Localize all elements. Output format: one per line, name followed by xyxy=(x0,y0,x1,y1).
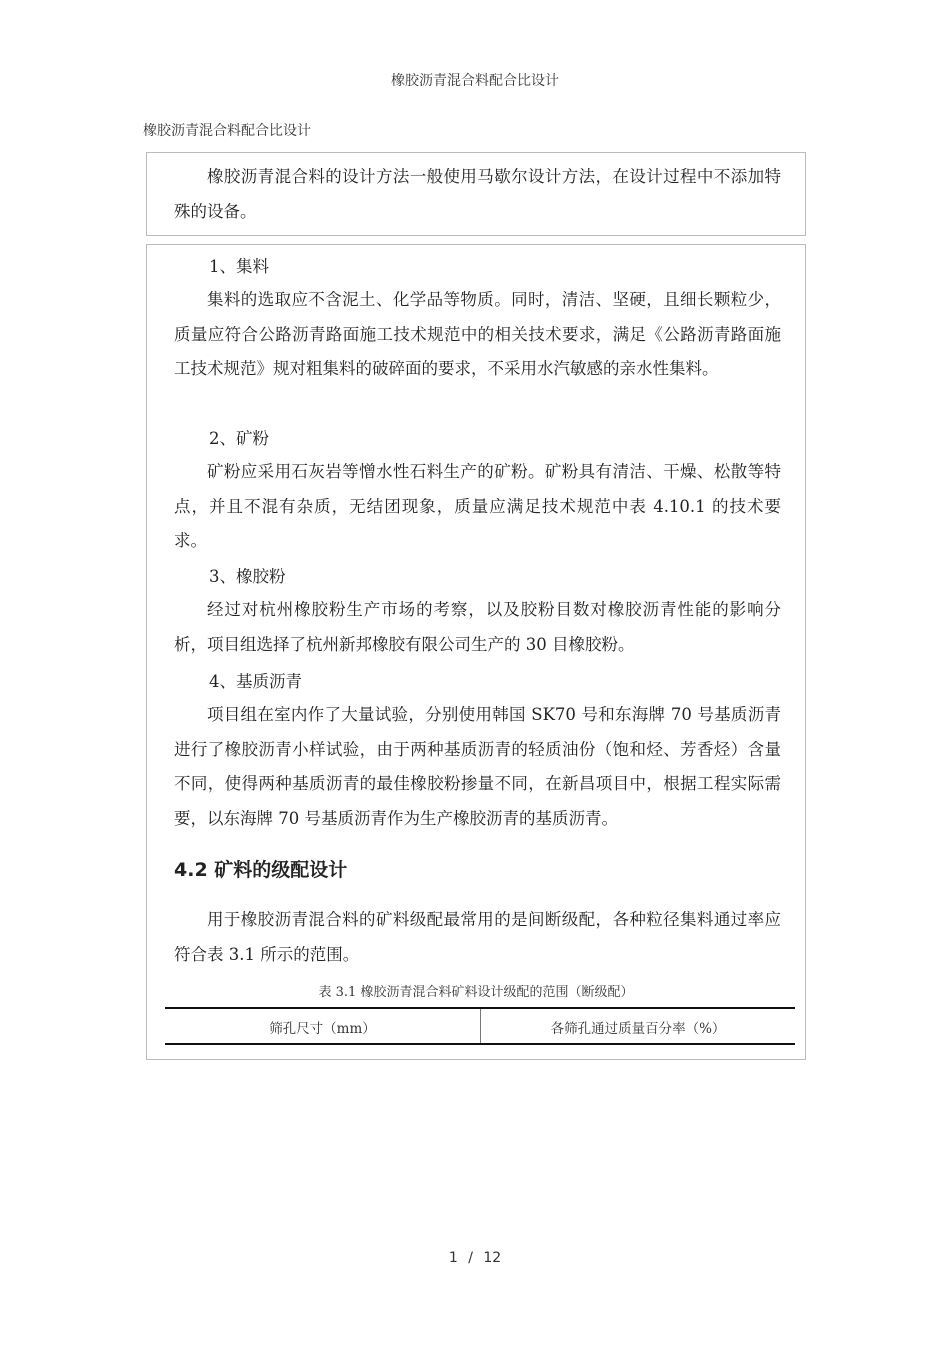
section-heading-base-asphalt: 4、基质沥青 xyxy=(209,672,302,691)
table-caption: 表 3.1 橡胶沥青混合料矿料设计级配的范围（断级配） xyxy=(318,985,634,1000)
intro-paragraph: 橡胶沥青混合料的设计方法一般使用马歇尔设计方法，在设计过程中不添加特殊的设备。 xyxy=(174,167,781,221)
section-body-mineral-powder: 矿粉应采用石灰岩等憎水性石料生产的矿粉。矿粉具有清洁、干燥、松散等特点，并且不混有杂质，无结团现象，质量应满足技术规范中表 4.10.1 的技术要求。 xyxy=(174,462,781,550)
table-header-rule xyxy=(165,1043,795,1045)
page-total: 12 xyxy=(483,1250,502,1266)
page-separator: / xyxy=(468,1250,473,1266)
page-indicator xyxy=(0,1250,950,1266)
content-box xyxy=(146,244,806,1060)
table-column-pass-rate: 各筛孔通过质量百分率（%） xyxy=(550,1021,726,1037)
section-body-4-2: 用于橡胶沥青混合料的矿料级配最常用的是间断级配，各种粒径集料通过率应符合表 3.1 所示的范围。 xyxy=(174,910,781,964)
document-title: 橡胶沥青混合料配合比设计 xyxy=(143,123,311,139)
section-body-rubber-powder: 经过对杭州橡胶粉生产市场的考察，以及胶粉目数对橡胶沥青性能的影响分析，项目组选择了杭州新邦橡胶有限公司生产的 30 目橡胶粉。 xyxy=(174,600,781,654)
table-column-sieve-size: 筛孔尺寸（mm） xyxy=(269,1021,376,1037)
running-header: 橡胶沥青混合料配合比设计 xyxy=(391,73,559,89)
section-heading-rubber-powder: 3、橡胶粉 xyxy=(209,567,286,586)
section-body-base-asphalt: 项目组在室内作了大量试验，分别使用韩国 SK70 号和东海牌 70 号基质沥青进行了橡胶沥青小样试验，由于两种基质沥青的轻质油份（饱和烃、芳香烃）含量不同，使得两种基质沥青的最佳橡胶粉掺量不同，在新昌项目中，根据工程实际需要，以东海牌 70 号基质沥青作为生产橡胶沥青的基质沥青。 xyxy=(174,705,781,828)
section-heading-4-2: 4.2 矿料的级配设计 xyxy=(174,859,348,881)
section-heading-aggregate: 1、集料 xyxy=(209,257,269,276)
section-body-aggregate: 集料的选取应不含泥土、化学品等物质。同时，清洁、坚硬，且细长颗粒少，质量应符合公路沥青路面施工技术规范中的相关技术要求，满足《公路沥青路面施工技术规范》规对粗集料的破碎面的要求，不采用水汽敏感的亲水性集料。 xyxy=(174,290,781,378)
intro-box xyxy=(146,152,806,236)
section-heading-mineral-powder: 2、矿粉 xyxy=(209,429,269,448)
page-current: 1 xyxy=(448,1250,458,1266)
